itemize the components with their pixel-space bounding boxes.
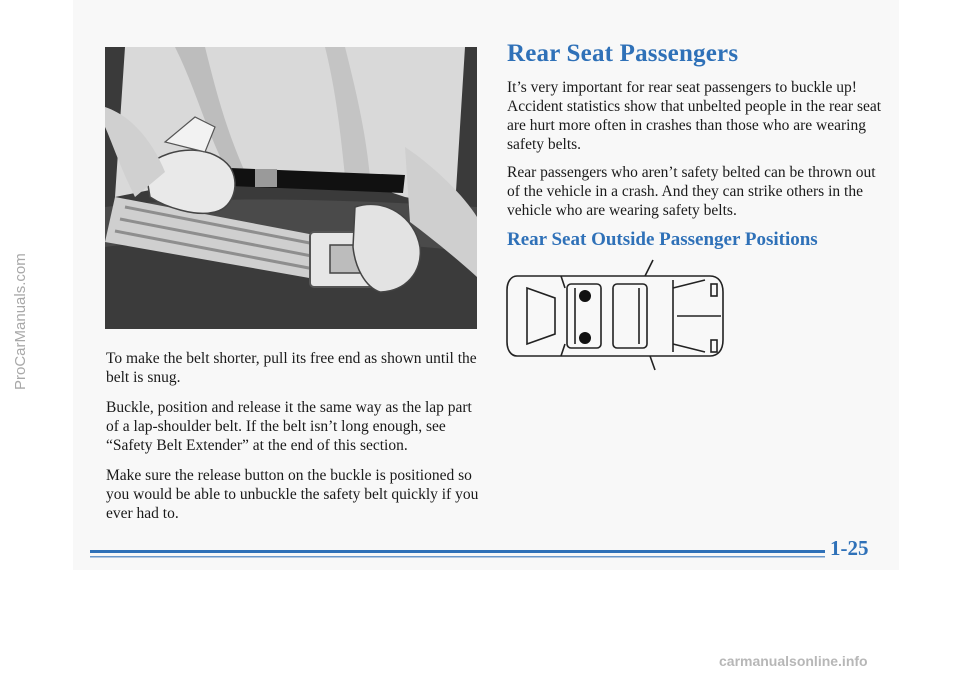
footer-watermark: carmanualsonline.info <box>719 653 868 669</box>
rear-seat-heading: Rear Seat Passengers <box>507 40 739 67</box>
side-watermark-text: ProCarManuals.com <box>12 253 29 390</box>
left-column <box>106 349 481 534</box>
belt-shorten-paragraph: To make the belt shorter, pull its free end as shown until the belt is snug. <box>106 350 477 386</box>
side-watermark <box>0 200 29 390</box>
release-button-paragraph: Make sure the release button on the buckle is positioned so you would be able to unbuckle the safety belt quickly if you ever had to. <box>106 467 479 522</box>
rear-seat-paragraph-2: Rear passengers who aren’t safety belted can be thrown out of the vehicle in a crash. And they can strike others in the vehicle who are wearing safety belts. <box>507 164 876 219</box>
seating-position-diagram <box>505 258 730 373</box>
rear-seat-paragraph-1: It’s very important for rear seat passengers to buckle up! Accident statistics show that unbelted people in the rear seat are hurt more often in crashes than those who are wearing safety belts. <box>507 79 882 153</box>
belt-adjust-illustration <box>105 47 477 329</box>
buckle-paragraph: Buckle, position and release it the same way as the lap part of a lap-shoulder belt. If the belt isn’t long enough, see “Safety Belt Extender” at the end of this section. <box>106 399 472 454</box>
page-number: 1-25 <box>830 536 869 560</box>
outside-positions-heading: Rear Seat Outside Passenger Positions <box>507 229 818 250</box>
footer-rule <box>90 538 830 564</box>
right-column <box>507 40 887 251</box>
